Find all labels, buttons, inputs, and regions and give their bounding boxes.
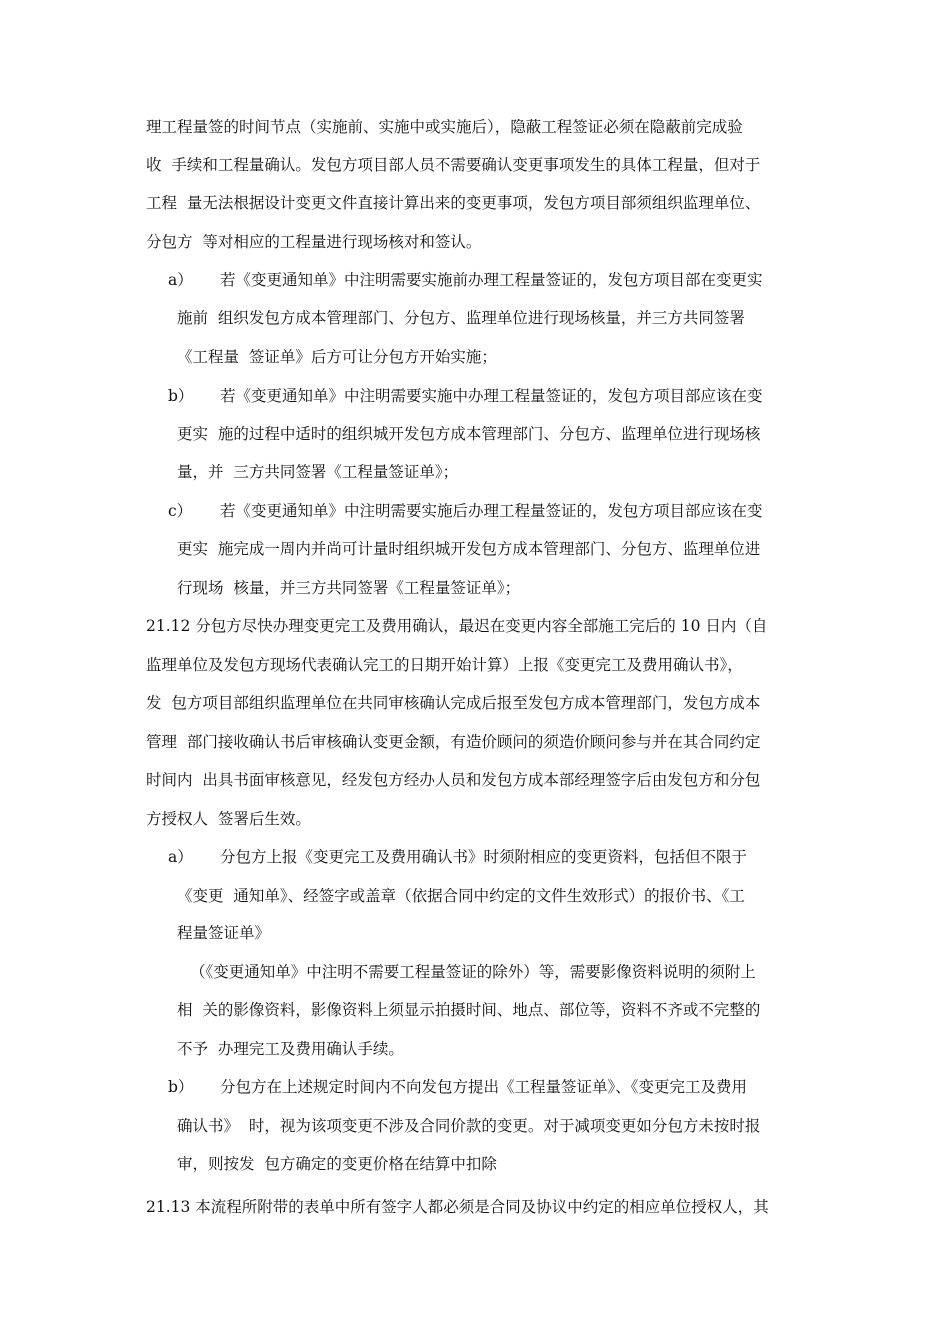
section-21-12-line: 21.12 分包方尽快办理变更完工及费用确认，最迟在变更内容全部施工完后的 10 日内（自 xyxy=(146,617,768,635)
list-item-line: 若《变更通知单》中注明需要实施中办理工程量签证的，发包方项目部应该在变 xyxy=(220,387,763,405)
paragraph-line: 发 包方项目部组织监理单位在共同审核确认完成后报至发包方成本管理部门，发包方成本 xyxy=(146,694,761,712)
list-item-line: 更实 施的过程中适时的组织城开发包方成本管理部门、分包方、监理单位进行现场核 xyxy=(177,425,761,443)
list-item-line: （《变更通知单》中注明不需要工程量签证的除外）等，需要影像资料说明的须附上 xyxy=(190,963,756,981)
list-item-line: 更实 施完成一周内并尚可计量时组织城开发包方成本管理部门、分包方、监理单位进 xyxy=(177,540,761,558)
list-marker-b: b） xyxy=(168,1078,194,1096)
list-item-line: 相 关的影像资料，影像资料上须显示拍摄时间、地点、部位等，资料不齐或不完整的 xyxy=(177,1001,761,1019)
list-item-line: 分包方上报《变更完工及费用确认书》时须附相应的变更资料，包括但不限于 xyxy=(220,848,748,866)
list-item-line: 量，并 三方共同签署《工程量签证单》； xyxy=(177,463,459,481)
list-item-line: 施前 组织发包方成本管理部门、分包方、监理单位进行现场核量，并三方共同签署 xyxy=(177,309,745,327)
list-item-line: 审，则按发 包方确定的变更价格在结算中扣除 xyxy=(177,1155,497,1173)
list-item-line: 程量签证单》 xyxy=(177,924,271,942)
list-item-line: 《变更 通知单》、经签字或盖章（依据合同中约定的文件生效形式）的报价书、《工 xyxy=(177,887,745,905)
paragraph-line: 管理 部门接收确认书后审核确认变更金额，有造价顾问的须造价顾问参与并在其合同约定 xyxy=(146,733,761,751)
section-21-13-line: 21.13 本流程所附带的表单中所有签字人都必须是合同及协议中约定的相应单位授权人，其 xyxy=(146,1198,769,1216)
paragraph-line: 收 手续和工程量确认。发包方项目部人员不需要确认变更事项发生的具体工程量，但对于 xyxy=(146,156,761,174)
paragraph-line: 方授权人 签署后生效。 xyxy=(146,810,311,828)
list-item-line: 分包方在上述规定时间内不向发包方提出《工程量签证单》、《变更完工及费用 xyxy=(220,1078,748,1096)
list-item-line: 若《变更通知单》中注明需要实施后办理工程量签证的，发包方项目部应该在变 xyxy=(220,502,763,520)
list-item-line: 确认书》 时，视为该项变更不涉及合同价款的变更。对于减项变更如分包方未按时报 xyxy=(177,1117,761,1135)
list-marker-b: b） xyxy=(168,387,194,405)
list-item-line: 《工程量 签证单》后方可让分包方开始实施； xyxy=(177,348,497,366)
list-marker-a: a） xyxy=(168,271,193,289)
list-item-line: 行现场 核量，并三方共同签署《工程量签证单》； xyxy=(177,579,521,597)
paragraph-line: 时间内 出具书面审核意见，经发包方经办人员和发包方成本部经理签字后由发包方和分包 xyxy=(146,771,761,789)
paragraph-line: 分包方 等对相应的工程量进行现场核对和签认。 xyxy=(146,233,482,251)
list-marker-c: c） xyxy=(168,502,193,520)
list-item-line: 若《变更通知单》中注明需要实施前办理工程量签证的，发包方项目部在变更实 xyxy=(220,271,763,289)
paragraph-line: 监理单位及发包方现场代表确认完工的日期开始计算）上报《变更完工及费用确认书》， xyxy=(146,656,743,674)
paragraph-line: 理工程量签的时间节点（实施前、实施中或实施后），隐蔽工程签证必须在隐蔽前完成验 xyxy=(146,118,743,136)
list-item-line: 不予 办理完工及费用确认手续。 xyxy=(177,1040,404,1058)
list-marker-a: a） xyxy=(168,848,193,866)
paragraph-line: 工程 量无法根据设计变更文件直接计算出来的变更事项，发包方项目部须组织监理单位、 xyxy=(146,194,761,212)
